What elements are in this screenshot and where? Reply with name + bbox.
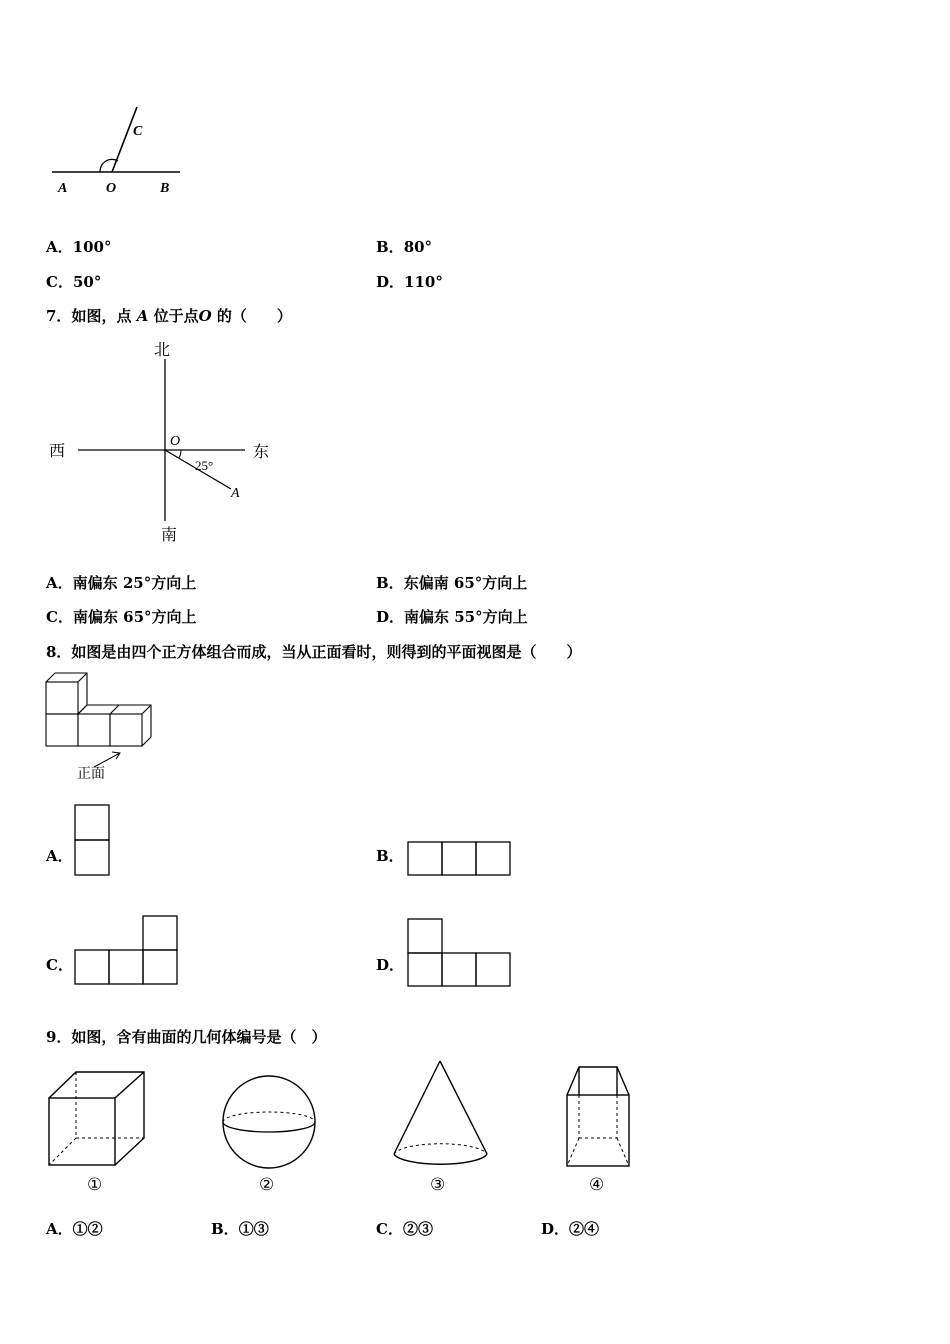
- q6-option-a[interactable]: [46, 236, 111, 257]
- option-letter: B．: [376, 238, 404, 256]
- q7-var-a: A: [136, 307, 149, 325]
- q9-cone-figure: [388, 1056, 494, 1196]
- q7-label-north: 北: [154, 342, 171, 359]
- option-letter: B．: [376, 574, 404, 592]
- q8-option-c-view[interactable]: [72, 913, 180, 987]
- q9-option-b[interactable]: [211, 1218, 269, 1239]
- option-letter: C．: [46, 956, 73, 974]
- q7-label-point: A: [231, 486, 240, 501]
- q7-number: 7．: [46, 307, 72, 325]
- option-letter: D．: [541, 1220, 570, 1238]
- q7-label-east: 东: [253, 444, 270, 461]
- q9-stem: 9．如图，含有曲面的几何体编号是（ ）: [46, 1028, 327, 1046]
- option-letter: A．: [46, 847, 73, 865]
- q9-figure-number: ③: [430, 1175, 446, 1194]
- option-text: 50°: [72, 273, 102, 291]
- option-text: ②④: [569, 1220, 600, 1238]
- q9-option-a[interactable]: [46, 1218, 103, 1239]
- q6-label-c: C: [133, 124, 143, 139]
- option-text: ①②: [72, 1220, 103, 1238]
- q6-angle-figure: [40, 95, 200, 205]
- q6-label-a: A: [58, 181, 68, 196]
- option-text: ②③: [402, 1220, 433, 1238]
- q7-label-origin: O: [170, 434, 181, 449]
- q9-figure-number: ①: [87, 1175, 103, 1194]
- q7-compass-figure: [40, 335, 290, 550]
- q7-stem-part-a: 如图，点: [71, 307, 132, 325]
- q9-option-c[interactable]: [376, 1218, 433, 1239]
- option-text: 100°: [72, 238, 112, 256]
- option-text: 东偏南 65°方向上: [403, 574, 528, 592]
- q8-option-b-view[interactable]: [405, 839, 513, 879]
- option-text: 110°: [404, 273, 443, 291]
- q7-label-angle: 25°: [195, 458, 214, 473]
- option-letter: A．: [46, 238, 73, 256]
- q7-label-west: 西: [49, 443, 66, 460]
- q9-sphere-figure: [218, 1070, 322, 1196]
- option-letter: D．: [376, 956, 405, 974]
- option-letter: A．: [46, 1220, 73, 1238]
- q9-figure-number: ②: [259, 1175, 275, 1194]
- q8-option-d[interactable]: [376, 954, 404, 975]
- q8-option-c[interactable]: [46, 954, 73, 975]
- q6-option-d[interactable]: [376, 271, 443, 292]
- option-letter: C．: [376, 1220, 403, 1238]
- q7-stem: [46, 305, 292, 326]
- q6-label-b: B: [160, 181, 170, 196]
- q8-front-label: 正面: [77, 767, 105, 782]
- q9-cube-figure: [44, 1066, 152, 1196]
- q7-label-south: 南: [161, 527, 178, 544]
- option-text: 南偏东 65°方向上: [72, 608, 197, 626]
- q8-option-d-view[interactable]: [405, 916, 513, 990]
- option-letter: C．: [46, 273, 73, 291]
- q7-option-a[interactable]: [46, 572, 196, 593]
- q7-option-b[interactable]: [376, 572, 527, 593]
- q7-stem-part-b: 位于点: [153, 307, 199, 325]
- q6-label-o: O: [106, 181, 117, 196]
- option-letter: D．: [376, 273, 405, 291]
- q7-option-c[interactable]: [46, 606, 197, 627]
- q7-stem-part-c: 的（ ）: [216, 307, 292, 325]
- option-letter: D．: [376, 608, 405, 626]
- q8-cubes-figure: [40, 666, 170, 786]
- q9-prism-figure: [562, 1062, 634, 1196]
- option-text: 南偏东 25°方向上: [72, 574, 197, 592]
- option-letter: B．: [211, 1220, 239, 1238]
- q6-option-b[interactable]: [376, 236, 432, 257]
- q8-option-a-view[interactable]: [72, 802, 116, 878]
- q9-option-d[interactable]: [541, 1218, 599, 1239]
- q8-option-a[interactable]: [46, 845, 73, 866]
- q9-figure-number: ④: [589, 1175, 605, 1194]
- option-letter: A．: [46, 574, 73, 592]
- q7-option-d[interactable]: [376, 606, 528, 627]
- option-letter: C．: [46, 608, 73, 626]
- option-letter: B．: [376, 847, 404, 865]
- q6-ray-oc: [112, 107, 137, 172]
- q6-option-c[interactable]: [46, 271, 101, 292]
- option-text: 南偏东 55°方向上: [404, 608, 528, 626]
- q8-front-arrow: [94, 753, 120, 767]
- q7-angle-arc: [179, 450, 181, 458]
- option-text: 80°: [403, 238, 433, 256]
- q8-stem: 8．如图是由四个正方体组合而成，当从正面看时，则得到的平面视图是（ ）: [46, 643, 582, 661]
- q8-option-b[interactable]: [376, 845, 404, 866]
- q7-var-o: O: [198, 307, 212, 325]
- option-text: ①③: [238, 1220, 269, 1238]
